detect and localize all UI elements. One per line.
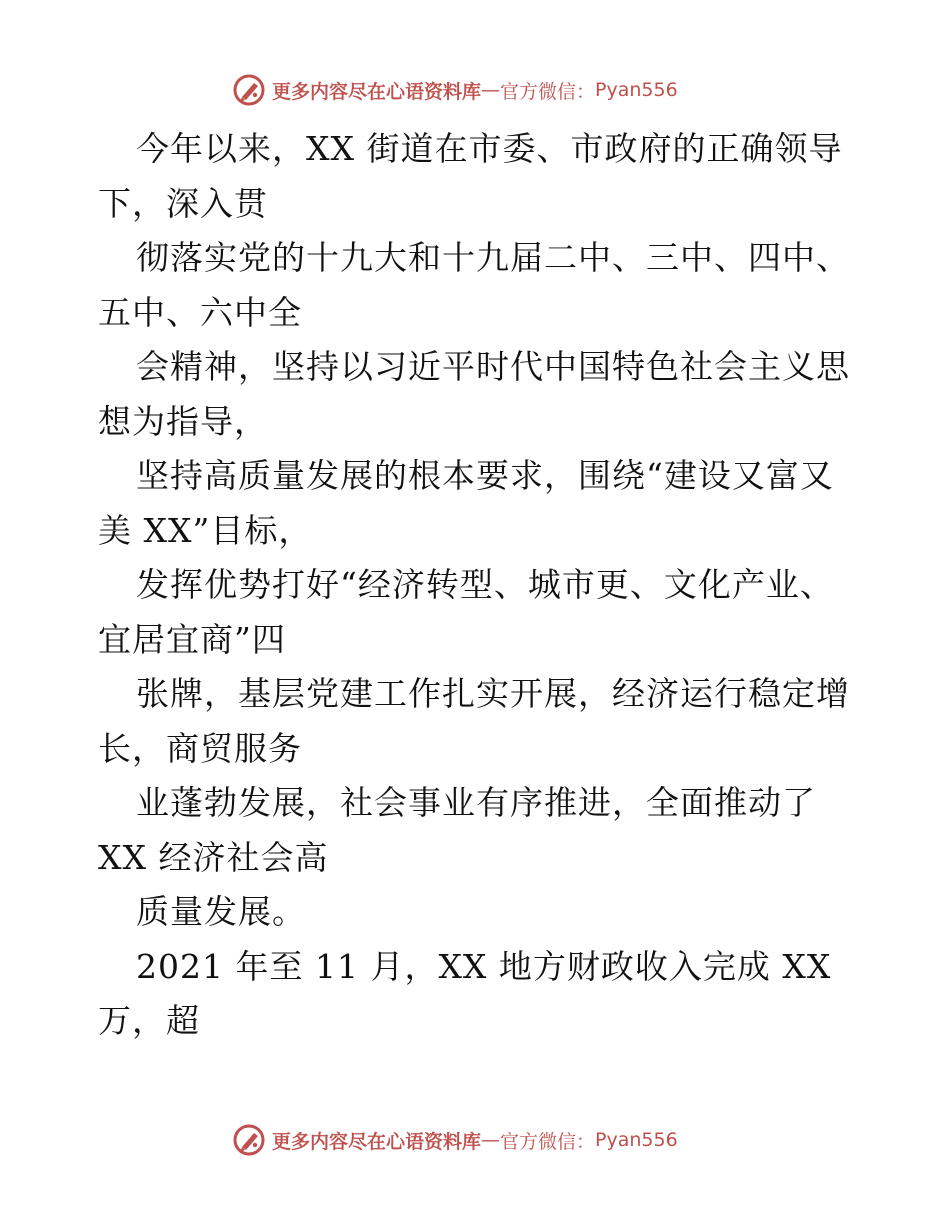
body-text-line: 宜居宜商”四 bbox=[98, 619, 286, 659]
body-text-line: 下，深入贯 bbox=[98, 183, 268, 223]
body-text-line: 想为指导， bbox=[98, 401, 268, 441]
body-text-line: 发挥优势打好“经济转型、城市更、文化产业、 bbox=[136, 565, 834, 604]
watermark-brand: 更多内容尽在心语资料库 bbox=[272, 1130, 482, 1153]
header-watermark bbox=[232, 72, 678, 108]
document-body bbox=[98, 122, 858, 1049]
watermark-official-label: 官方微信： bbox=[500, 80, 596, 103]
body-text-line: 五中、六中全 bbox=[98, 292, 302, 332]
body-text-line: 张牌，基层党建工作扎实开展，经济运行稳定增 bbox=[136, 674, 850, 713]
pen-logo-icon bbox=[232, 73, 266, 107]
footer-watermark bbox=[232, 1122, 678, 1158]
watermark-brand: 更多内容尽在心语资料库 bbox=[272, 80, 482, 103]
body-text-line: 美 XX”目标， bbox=[98, 510, 313, 550]
body-text-line: XX 经济社会高 bbox=[98, 837, 329, 877]
pen-logo-icon bbox=[232, 1123, 266, 1157]
watermark-separator: — bbox=[481, 1129, 501, 1151]
body-text-line: 坚持高质量发展的根本要求，围绕“建设又富又 bbox=[136, 456, 834, 495]
body-text-line: 长，商贸服务 bbox=[98, 728, 302, 768]
body-text-line: 2021 年至 11 月，XX 地方财政收入完成 XX bbox=[136, 946, 832, 986]
body-text-line: 今年以来，XX 街道在市委、市政府的正确领导 bbox=[136, 129, 843, 168]
watermark-separator: — bbox=[481, 79, 501, 101]
body-text-line: 质量发展。 bbox=[136, 892, 306, 931]
body-text-line: 彻落实党的十九大和十九届二中、三中、四中、 bbox=[136, 238, 850, 277]
body-text-line: 业蓬勃发展，社会事业有序推进，全面推动了 bbox=[136, 783, 816, 822]
watermark-official-label: 官方微信： bbox=[500, 1130, 596, 1153]
watermark-handle: Pyan556 bbox=[595, 1129, 678, 1151]
watermark-handle: Pyan556 bbox=[595, 79, 678, 101]
body-text-line: 万，超 bbox=[98, 1001, 200, 1040]
body-text-line: 会精神，坚持以习近平时代中国特色社会主义思 bbox=[136, 347, 850, 386]
